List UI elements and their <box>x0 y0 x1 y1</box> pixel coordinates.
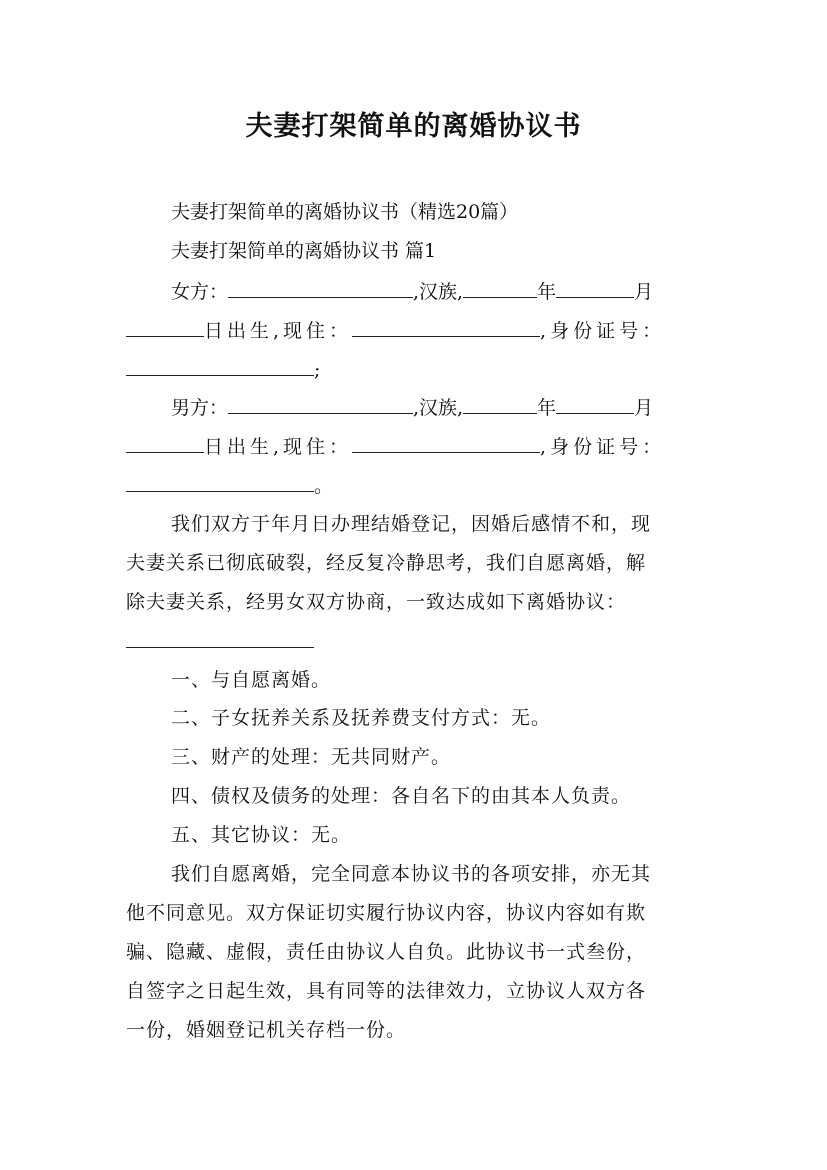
female-label: 女方： <box>171 281 229 303</box>
clause-2: 二、子女抚养关系及抚养费支付方式：无。 <box>171 707 552 729</box>
male-line-1 <box>171 395 711 420</box>
closing-line-3: 骗、隐藏、虚假，责任由协议人自负。此协议书一式叁份， <box>126 941 647 963</box>
female-line-2 <box>126 318 706 343</box>
female-name-blank <box>228 279 413 298</box>
clause-3: 三、财产的处理：无共同财产。 <box>171 746 452 768</box>
male-address-blank <box>352 434 540 453</box>
intro-line-1: 我们双方于年月日办理结婚登记，因婚后感情不和，现 <box>171 513 652 535</box>
intro-line-4 <box>126 629 706 654</box>
subtitle-line: 夫妻打架简单的离婚协议书（精选20篇） <box>171 201 519 223</box>
female-line-3 <box>126 357 706 382</box>
closing-line-1: 我们自愿离婚，完全同意本协议书的各项安排，亦无其 <box>171 863 652 885</box>
male-label: 男方： <box>171 397 229 419</box>
intro-line-2: 夫妻关系已彻底破裂，经反复冷静思考，我们自愿离婚，解 <box>126 552 647 574</box>
male-ethnicity: ,汉族, <box>413 397 464 419</box>
male-line-3 <box>126 473 706 498</box>
male-month-blank <box>556 395 634 414</box>
female-day-blank <box>126 318 204 337</box>
female-year-label: 年 <box>537 281 557 303</box>
female-line-1 <box>171 279 711 304</box>
clause-5: 五、其它协议：无。 <box>171 824 352 846</box>
male-end: 。 <box>314 475 334 497</box>
male-line-2 <box>126 434 706 459</box>
closing-line-2: 他不同意见。双方保证切实履行协议内容，协议内容如有欺 <box>126 902 647 924</box>
agreement-blank <box>126 629 314 648</box>
document-title: 夫妻打架简单的离婚协议书 <box>245 111 582 142</box>
female-month-label: 月 <box>634 281 654 303</box>
male-year-blank <box>463 395 537 414</box>
female-id-blank <box>126 357 314 376</box>
male-day-blank <box>126 434 204 453</box>
female-end: ; <box>314 359 321 381</box>
female-address-blank <box>352 318 540 337</box>
male-name-blank <box>228 395 413 414</box>
male-id-label: ,身份证号： <box>540 436 666 458</box>
male-month-label: 月 <box>634 397 654 419</box>
female-year-blank <box>463 279 537 298</box>
closing-line-5: 一份，婚姻登记机关存档一份。 <box>126 1019 407 1041</box>
female-born-label: 日出生,现住： <box>204 320 353 342</box>
female-id-label: ,身份证号： <box>540 320 666 342</box>
male-year-label: 年 <box>537 397 557 419</box>
female-month-blank <box>556 279 634 298</box>
clause-4: 四、债权及债务的处理：各自名下的由其本人负责。 <box>171 785 632 807</box>
section-heading: 夫妻打架简单的离婚协议书 篇1 <box>171 240 437 262</box>
closing-line-4: 自签字之日起生效，具有同等的法律效力，立协议人双方各 <box>126 980 647 1002</box>
clause-1: 一、与自愿离婚。 <box>171 669 332 691</box>
male-born-label: 日出生,现住： <box>204 436 353 458</box>
intro-line-3: 除夫妻关系，经男女双方协商，一致达成如下离婚协议： <box>126 591 627 613</box>
male-id-blank <box>126 473 314 492</box>
female-ethnicity: ,汉族, <box>413 281 464 303</box>
